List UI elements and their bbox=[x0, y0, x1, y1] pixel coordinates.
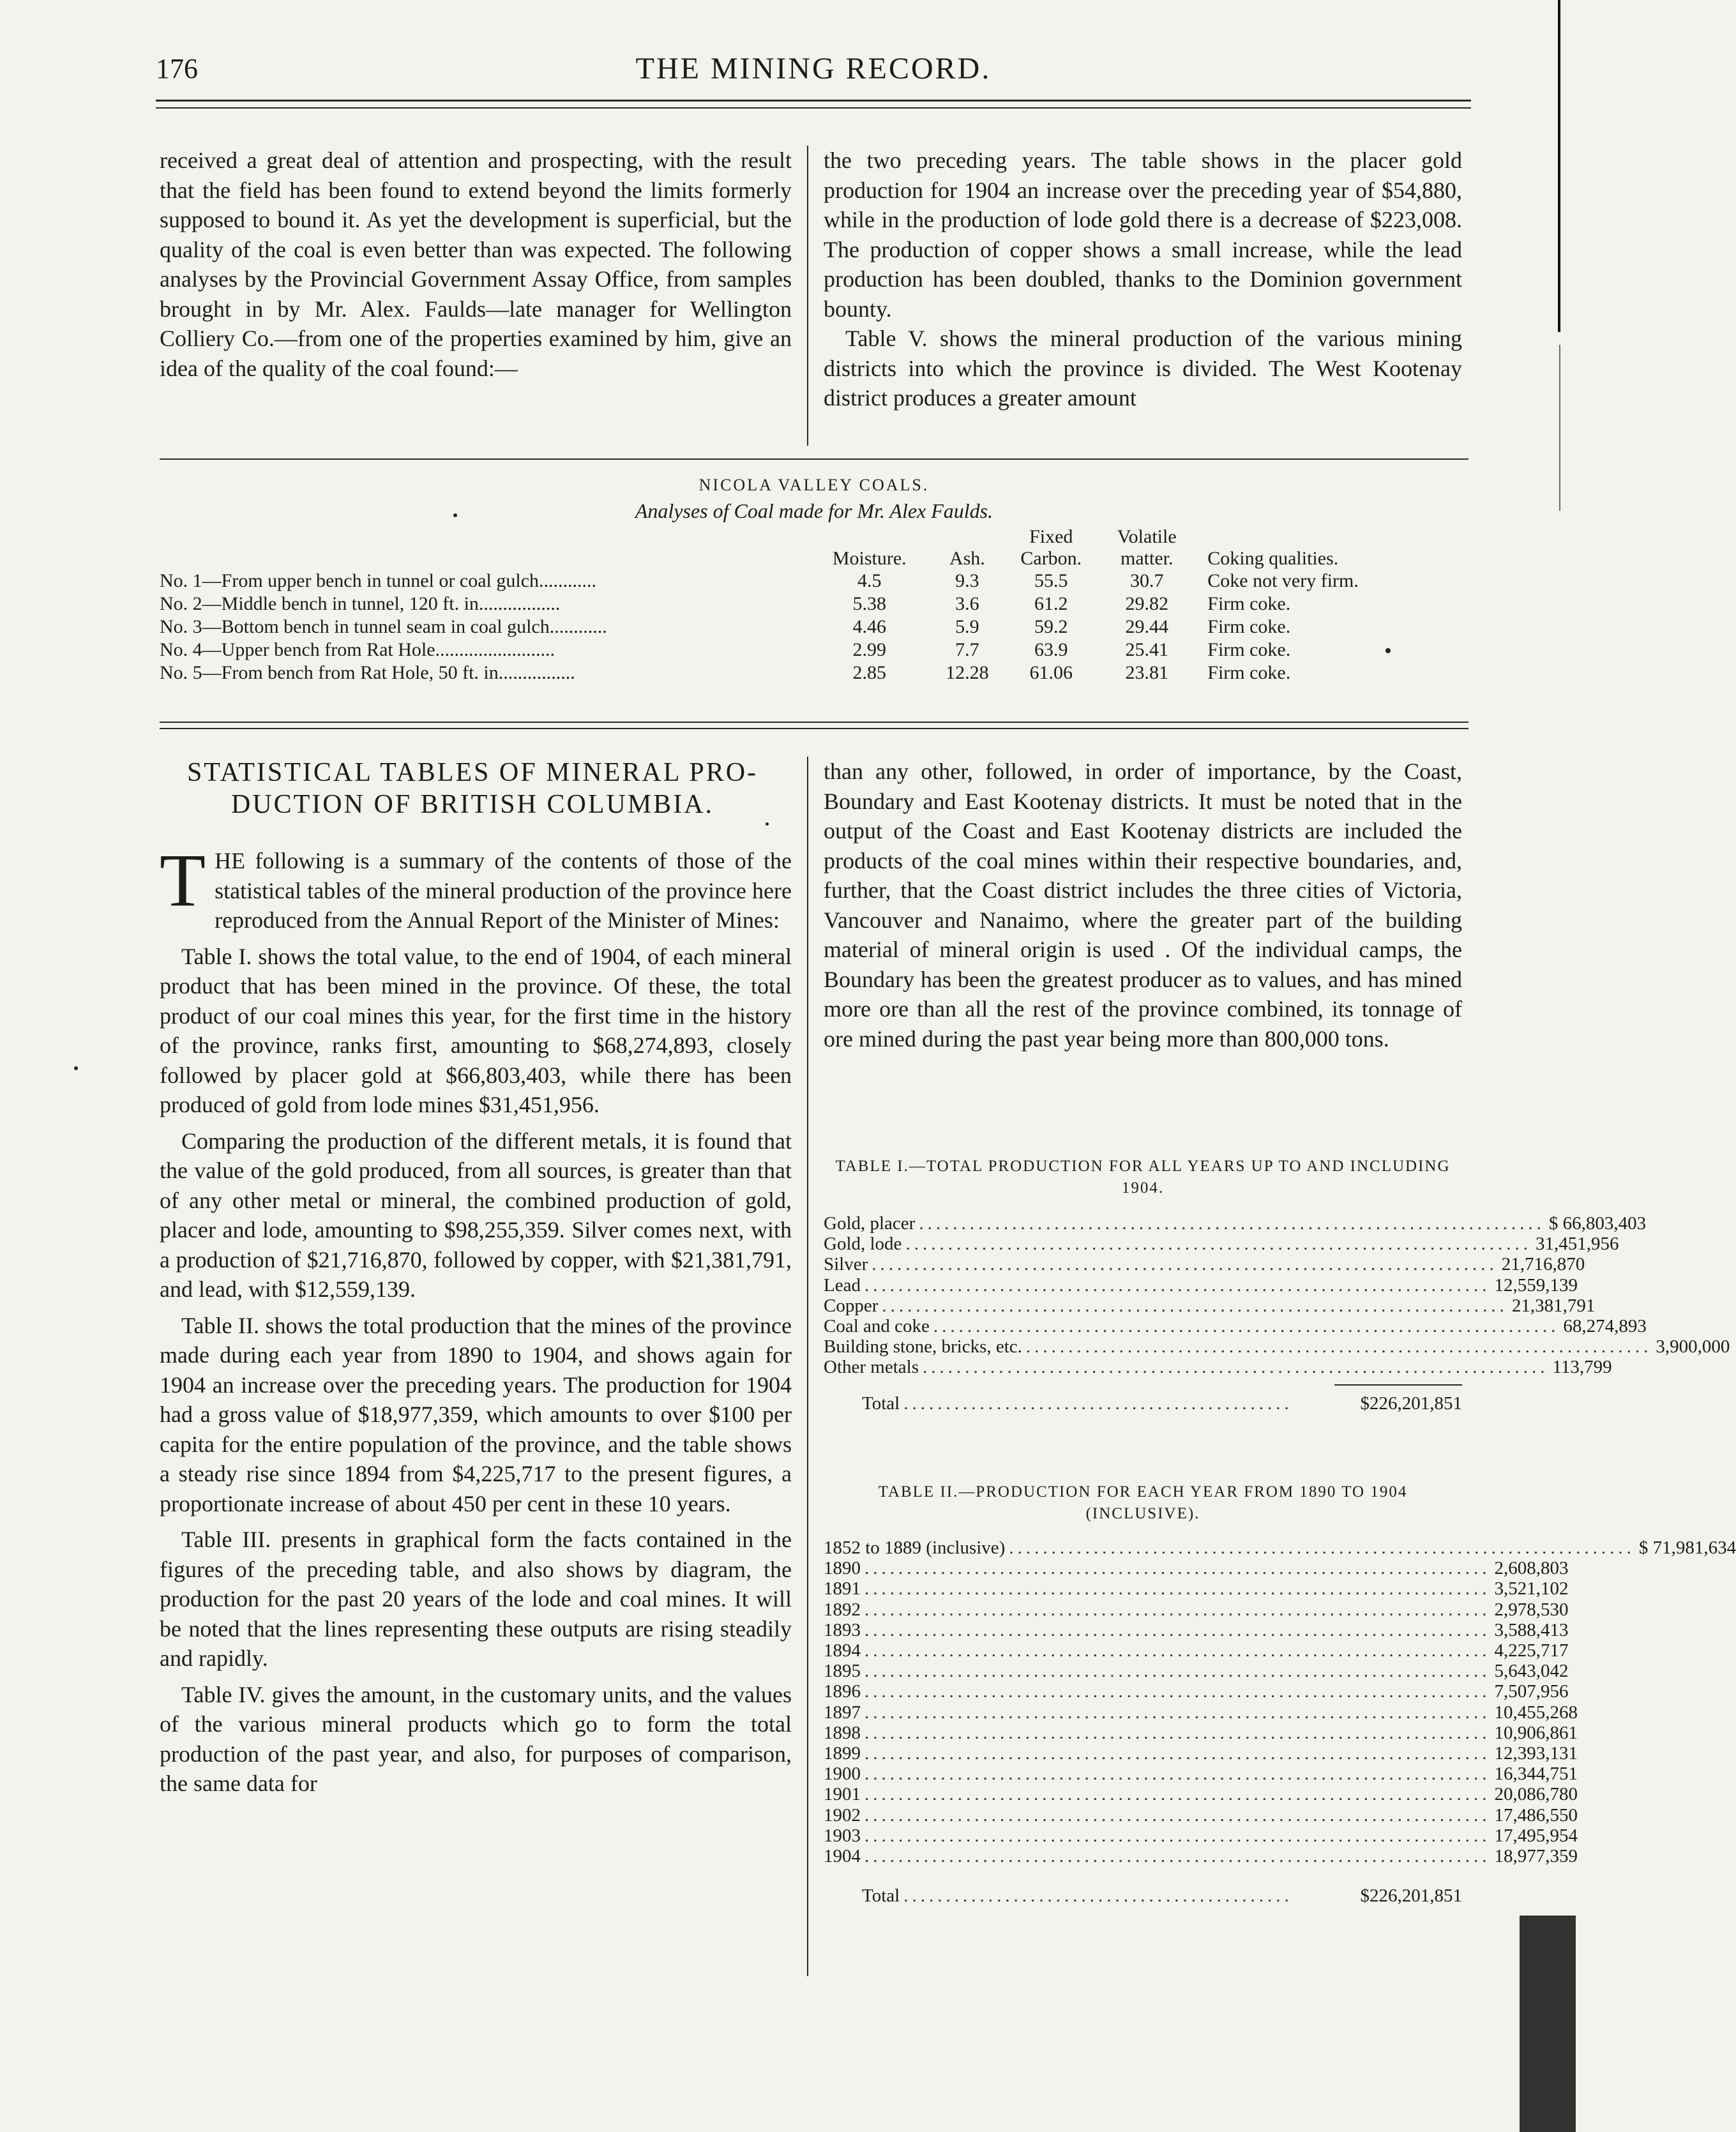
table-row bbox=[824, 1254, 1585, 1275]
row-value: 2,978,530 bbox=[1494, 1599, 1569, 1620]
table-caption: TABLE I.—TOTAL PRODUCTION FOR ALL YEARS UP TO AND INCLUDING 1904. bbox=[835, 1158, 1451, 1197]
paragraph: Table III. presents in graphical form the facts contained in the figures of the preceding table, and also shows by diagram, the production for the past 20 years of the lode and coal mines. It will be noted that the lines representing these outputs are rising steadily and rapidly. bbox=[160, 1527, 792, 1671]
table-row bbox=[824, 1357, 1612, 1378]
table-row bbox=[824, 1846, 1578, 1867]
table-row bbox=[824, 1336, 1730, 1357]
table-row bbox=[824, 1804, 1578, 1826]
speck bbox=[74, 1066, 78, 1070]
table-row bbox=[824, 1681, 1569, 1702]
leader-dots: .......................................................................... bbox=[864, 1640, 1491, 1661]
table-row bbox=[824, 1558, 1569, 1579]
table-caption: TABLE II.—PRODUCTION FOR EACH YEAR FROM 1890 TO 1904 (INCLUSIVE). bbox=[878, 1483, 1408, 1522]
row-value: 3,521,102 bbox=[1494, 1578, 1569, 1599]
header-volatile: Volatile matter. bbox=[1117, 526, 1177, 569]
leader-dots: .......................................................................... bbox=[864, 1558, 1491, 1579]
row-label: 1899 bbox=[824, 1743, 861, 1764]
table-row bbox=[824, 1784, 1578, 1805]
table-row bbox=[824, 1213, 1647, 1234]
column-divider bbox=[807, 757, 808, 1976]
table-2-annual-production bbox=[824, 1481, 1736, 1909]
row-label: 1894 bbox=[824, 1640, 861, 1661]
drop-cap: T bbox=[160, 838, 206, 922]
leader-dots: .......................................................................... bbox=[922, 1357, 1549, 1378]
table-header-row bbox=[160, 526, 1468, 570]
cell-moisture: 4.46 bbox=[852, 616, 886, 637]
table-row bbox=[824, 1274, 1578, 1296]
table-row bbox=[824, 1825, 1578, 1846]
table-row bbox=[160, 662, 1468, 684]
leader-dots: .......................................................................... bbox=[864, 1743, 1491, 1764]
intro-text: HE following is a summary of the contents of those of the statistical tables of the mineral production of the province here reproduced from the Annual Report of the Minister of Mines: bbox=[215, 848, 792, 933]
leader-dots: .......................................................................... bbox=[919, 1213, 1545, 1234]
row-value: $ 66,803,403 bbox=[1548, 1213, 1647, 1234]
row-description: No. 3—Bottom bench in tunnel seam in coal gulch............ bbox=[160, 616, 607, 637]
table-row bbox=[824, 1722, 1578, 1743]
cell-ash: 9.3 bbox=[955, 570, 979, 591]
paragraph: Table II. shows the total production that the mines of the province made during each year from 1890 to 1904, and shows again for 1904 an increase over the preceding years. The production for 1904 had a gross value of $18,977,359, which amounts to over $100 per capita for the entire population of the province, and the table shows a steady rise since 1894 from $4,225,717 to the present figures, a proportionate increase of about 450 per cent in these 10 years. bbox=[160, 1312, 792, 1516]
table-row bbox=[824, 1538, 1736, 1558]
table-caption: NICOLA VALLEY COALS. bbox=[698, 476, 930, 494]
row-label: 1897 bbox=[824, 1702, 861, 1723]
paragraph: Table IV. gives the amount, in the customary units, and the values of the various mineral products which go to form the total production of the past year, and also, for purposes of comparison, the same data for bbox=[160, 1681, 792, 1796]
header-coking: Coking qualities. bbox=[1207, 548, 1339, 569]
paragraph: the two preceding years. The table shows in the placer gold production for 1904 an increase over the preceding year of $54,880, while in the production of lode gold there is a decrease of $223,008. The production of copper shows a small increase, while the lead production has been doubled, thanks to the Dominion government bounty. bbox=[824, 147, 1462, 322]
leader-dots: .......................................................................... bbox=[864, 1825, 1491, 1846]
section-rule bbox=[160, 728, 1468, 729]
top-left-column bbox=[160, 146, 792, 383]
row-label: Gold, lode bbox=[824, 1234, 902, 1255]
paragraph: than any other, followed, in order of importance, by the Coast, Boundary and East Kootenay districts. It must be noted that in the output of the Coast and East Kootenay districts are included the products of the coal mines within their respective boundaries, and, further, that the Coast district includes the three cities of Victoria, Vancouver and Nanaimo, where the greater part of the building material of mineral origin is used . Of the individual camps, the Boundary has been the greatest producer as to values, and has mined more ore than all the rest of the province combined, its tonnage of ore mined during the past year being more than 800,000 tons. bbox=[824, 759, 1462, 1052]
row-value: 18,977,359 bbox=[1494, 1846, 1578, 1867]
header-fixed-carbon: Fixed Carbon. bbox=[1020, 526, 1082, 569]
column-divider bbox=[807, 146, 808, 446]
row-label: 1895 bbox=[824, 1661, 861, 1682]
row-label: 1901 bbox=[824, 1784, 861, 1805]
row-value: 21,716,870 bbox=[1501, 1254, 1585, 1275]
row-value: 10,906,861 bbox=[1494, 1722, 1578, 1743]
article-left-column bbox=[160, 838, 792, 1799]
leader-dots: .......................................................................... bbox=[864, 1702, 1491, 1723]
cell-volatile: 25.41 bbox=[1125, 639, 1169, 660]
paragraph: Comparing the production of the different metals, it is found that the value of the gold produced, from all sources, is greater than that of any other metal or mineral, the combined production of gold, placer and lode, amounting to $98,255,359. Silver comes next, with a production of $21,716,870, followed by copper, with $21,381,791, and lead, with $12,559,139. bbox=[160, 1128, 792, 1302]
article-right-column bbox=[824, 757, 1462, 1054]
total-value: $226,201,851 bbox=[1360, 1393, 1462, 1414]
table-1-total-production bbox=[824, 1156, 1730, 1416]
row-value: 16,344,751 bbox=[1494, 1764, 1578, 1785]
table-row bbox=[160, 616, 1468, 639]
row-value: $ 71,981,634 bbox=[1638, 1538, 1736, 1558]
leader-dots: .......................................................................... bbox=[1009, 1538, 1635, 1558]
row-label: Copper bbox=[824, 1295, 879, 1316]
row-value: 12,559,139 bbox=[1494, 1274, 1578, 1296]
page-number: 176 bbox=[156, 53, 198, 84]
cell-volatile: 23.81 bbox=[1125, 662, 1169, 683]
table-row bbox=[824, 1599, 1569, 1620]
cell-moisture: 4.5 bbox=[857, 570, 882, 591]
cell-fixed-carbon: 61.2 bbox=[1034, 593, 1068, 614]
cell-volatile: 30.7 bbox=[1130, 570, 1164, 591]
row-description: No. 4—Upper bench from Rat Hole......................... bbox=[160, 639, 555, 660]
table-row bbox=[824, 1578, 1569, 1599]
leader-dots: .......................................................................... bbox=[864, 1619, 1491, 1640]
cell-ash: 12.28 bbox=[946, 662, 989, 683]
row-value: 68,274,893 bbox=[1563, 1316, 1647, 1337]
header-moisture: Moisture. bbox=[832, 548, 907, 569]
row-description: No. 5—From bench from Rat Hole, 50 ft. in................ bbox=[160, 662, 575, 683]
table-row bbox=[824, 1316, 1647, 1337]
nicola-valley-coals-table bbox=[160, 473, 1468, 684]
cell-volatile: 29.82 bbox=[1125, 593, 1169, 614]
row-label: 1900 bbox=[824, 1764, 861, 1785]
row-value: 21,381,791 bbox=[1511, 1295, 1596, 1316]
table-row bbox=[824, 1234, 1619, 1255]
row-label: Coal and coke bbox=[824, 1316, 930, 1337]
leader-dots: .......................................................................... bbox=[864, 1274, 1491, 1296]
journal-title: THE MINING RECORD. bbox=[635, 52, 992, 86]
paragraph: Table V. shows the mineral production of the various mining districts into which the province is divided. The West Kootenay district produces a greater amount bbox=[824, 326, 1462, 411]
cell-coking: Firm coke. bbox=[1207, 616, 1291, 637]
row-description: No. 2—Middle bench in tunnel, 120 ft. in................. bbox=[160, 593, 561, 614]
table-total-row bbox=[824, 1391, 1462, 1416]
row-label: 1896 bbox=[824, 1681, 861, 1702]
cell-ash: 5.9 bbox=[955, 616, 979, 637]
row-label: 1890 bbox=[824, 1558, 861, 1579]
cell-fixed-carbon: 61.06 bbox=[1029, 662, 1073, 683]
table-row bbox=[824, 1619, 1569, 1640]
leader-dots: .......................................................................... bbox=[864, 1661, 1491, 1682]
table-row bbox=[824, 1764, 1578, 1785]
scan-edge bbox=[1558, 0, 1560, 332]
row-label: 1891 bbox=[824, 1578, 861, 1599]
section-rule bbox=[160, 722, 1468, 723]
cell-coking: Coke not very firm. bbox=[1207, 570, 1359, 591]
leader-dots: .......................................................................... bbox=[864, 1599, 1491, 1620]
row-value: 5,643,042 bbox=[1494, 1661, 1569, 1682]
scan-shadow bbox=[1520, 1916, 1576, 2132]
leader-dots: .......................................................................... bbox=[864, 1764, 1491, 1785]
cell-fixed-carbon: 55.5 bbox=[1034, 570, 1068, 591]
leader-dots: .......................................................................... bbox=[933, 1316, 1560, 1337]
leader-dots: .......................................................................... bbox=[864, 1722, 1491, 1743]
row-label: 1852 to 1889 (inclusive) bbox=[824, 1538, 1006, 1558]
row-label: Building stone, bricks, etc. bbox=[824, 1336, 1022, 1357]
row-label: Gold, placer bbox=[824, 1213, 916, 1234]
total-value: $226,201,851 bbox=[1360, 1886, 1462, 1907]
section-rule bbox=[160, 458, 1468, 460]
table-row bbox=[160, 593, 1468, 616]
cell-ash: 7.7 bbox=[955, 639, 979, 660]
cell-moisture: 2.99 bbox=[852, 639, 886, 660]
row-value: 4,225,717 bbox=[1494, 1640, 1569, 1661]
row-label: 1893 bbox=[824, 1619, 861, 1640]
row-label: Lead bbox=[824, 1274, 861, 1296]
leader-dots: .......................................................................... bbox=[872, 1254, 1498, 1275]
table-row bbox=[824, 1640, 1569, 1661]
leader-dots: .......................................................................... bbox=[1025, 1336, 1652, 1357]
row-value: 10,455,268 bbox=[1494, 1702, 1578, 1723]
leader-dots: .......................................................................... bbox=[905, 1234, 1532, 1255]
scan-edge bbox=[1559, 345, 1560, 511]
cell-volatile: 29.44 bbox=[1125, 616, 1169, 637]
row-value: 20,086,780 bbox=[1494, 1784, 1578, 1805]
article-title-line: DUCTION OF BRITISH COLUMBIA. bbox=[230, 790, 714, 819]
intro-paragraph bbox=[160, 838, 792, 935]
leader-dots: .......................................................................... bbox=[882, 1295, 1508, 1316]
cell-ash: 3.6 bbox=[955, 593, 979, 614]
leader-dots: .............................................. bbox=[903, 1393, 1293, 1414]
cell-coking: Firm coke. bbox=[1207, 639, 1291, 660]
sum-rule bbox=[1334, 1384, 1462, 1386]
cell-fixed-carbon: 59.2 bbox=[1034, 616, 1068, 637]
total-label: Total bbox=[862, 1393, 900, 1414]
header-ash: Ash. bbox=[949, 548, 985, 569]
cell-moisture: 5.38 bbox=[852, 593, 886, 614]
row-value: 3,588,413 bbox=[1494, 1619, 1569, 1640]
leader-dots: .......................................................................... bbox=[864, 1846, 1491, 1867]
row-value: 113,799 bbox=[1552, 1357, 1612, 1378]
speck bbox=[766, 822, 769, 826]
row-value: 7,507,956 bbox=[1494, 1681, 1569, 1702]
table-row bbox=[160, 639, 1468, 662]
cell-coking: Firm coke. bbox=[1207, 593, 1291, 614]
row-label: Other metals bbox=[824, 1357, 919, 1378]
row-label: 1898 bbox=[824, 1722, 861, 1743]
cell-coking: Firm coke. bbox=[1207, 662, 1291, 683]
total-label: Total bbox=[862, 1886, 900, 1907]
speck bbox=[1385, 648, 1391, 653]
row-label: Silver bbox=[824, 1254, 868, 1275]
table-row bbox=[824, 1661, 1569, 1682]
table-row bbox=[824, 1702, 1578, 1723]
row-label: 1902 bbox=[824, 1804, 861, 1826]
paragraph: Table I. shows the total value, to the end of 1904, of each mineral product that has been mined in the province. Of these, the total product of our coal mines this year, for the first time in the history of the province, ranks first, amounting to $68,274,893, closely followed by placer gold at $66,803,403, while there has been produced of gold from lode mines $31,451,956. bbox=[160, 943, 792, 1117]
paragraph: received a great deal of attention and prospecting, with the result that the field has been found to extend beyond the limits formerly supposed to bound it. As yet the development is superficial, but the quality of the coal is even better than was expected. The following analyses by the Provincial Government Assay Office, from samples brought in by Mr. Alex. Faulds—late manager for Wellington Colliery Co.—from one of the properties examined by him, give an idea of the quality of the coal found:— bbox=[160, 147, 792, 381]
speck bbox=[453, 513, 457, 517]
row-label: 1903 bbox=[824, 1825, 861, 1846]
page-header bbox=[156, 46, 1471, 97]
leader-dots: .......................................................................... bbox=[864, 1784, 1491, 1805]
leader-dots: .............................................. bbox=[903, 1886, 1293, 1907]
row-value: 12,393,131 bbox=[1494, 1743, 1578, 1764]
header-rule-bottom bbox=[156, 107, 1471, 109]
row-label: 1892 bbox=[824, 1599, 861, 1620]
row-label: 1904 bbox=[824, 1846, 861, 1867]
analysis-table bbox=[160, 526, 1468, 684]
top-right-column bbox=[824, 146, 1462, 413]
header-rule-top bbox=[156, 100, 1471, 102]
row-value: 31,451,956 bbox=[1535, 1234, 1619, 1255]
table-total-row bbox=[824, 1883, 1462, 1909]
leader-dots: .......................................................................... bbox=[864, 1578, 1491, 1599]
leader-dots: .......................................................................... bbox=[864, 1681, 1491, 1702]
row-value: 17,495,954 bbox=[1494, 1825, 1578, 1846]
table-subcaption: Analyses of Coal made for Mr. Alex Faulds. bbox=[635, 499, 993, 522]
table-row bbox=[160, 570, 1468, 593]
row-description: No. 1—From upper bench in tunnel or coal gulch............ bbox=[160, 570, 597, 591]
row-value: 17,486,550 bbox=[1494, 1804, 1578, 1826]
row-value: 3,900,000 bbox=[1656, 1336, 1730, 1357]
leader-dots: .......................................................................... bbox=[864, 1804, 1491, 1826]
table-row bbox=[824, 1295, 1596, 1316]
article-title bbox=[160, 757, 785, 820]
cell-moisture: 2.85 bbox=[852, 662, 886, 683]
table-row bbox=[824, 1743, 1578, 1764]
row-value: 2,608,803 bbox=[1494, 1558, 1569, 1579]
article-title-line: STATISTICAL TABLES OF MINERAL PRO- bbox=[186, 758, 759, 787]
cell-fixed-carbon: 63.9 bbox=[1034, 639, 1068, 660]
